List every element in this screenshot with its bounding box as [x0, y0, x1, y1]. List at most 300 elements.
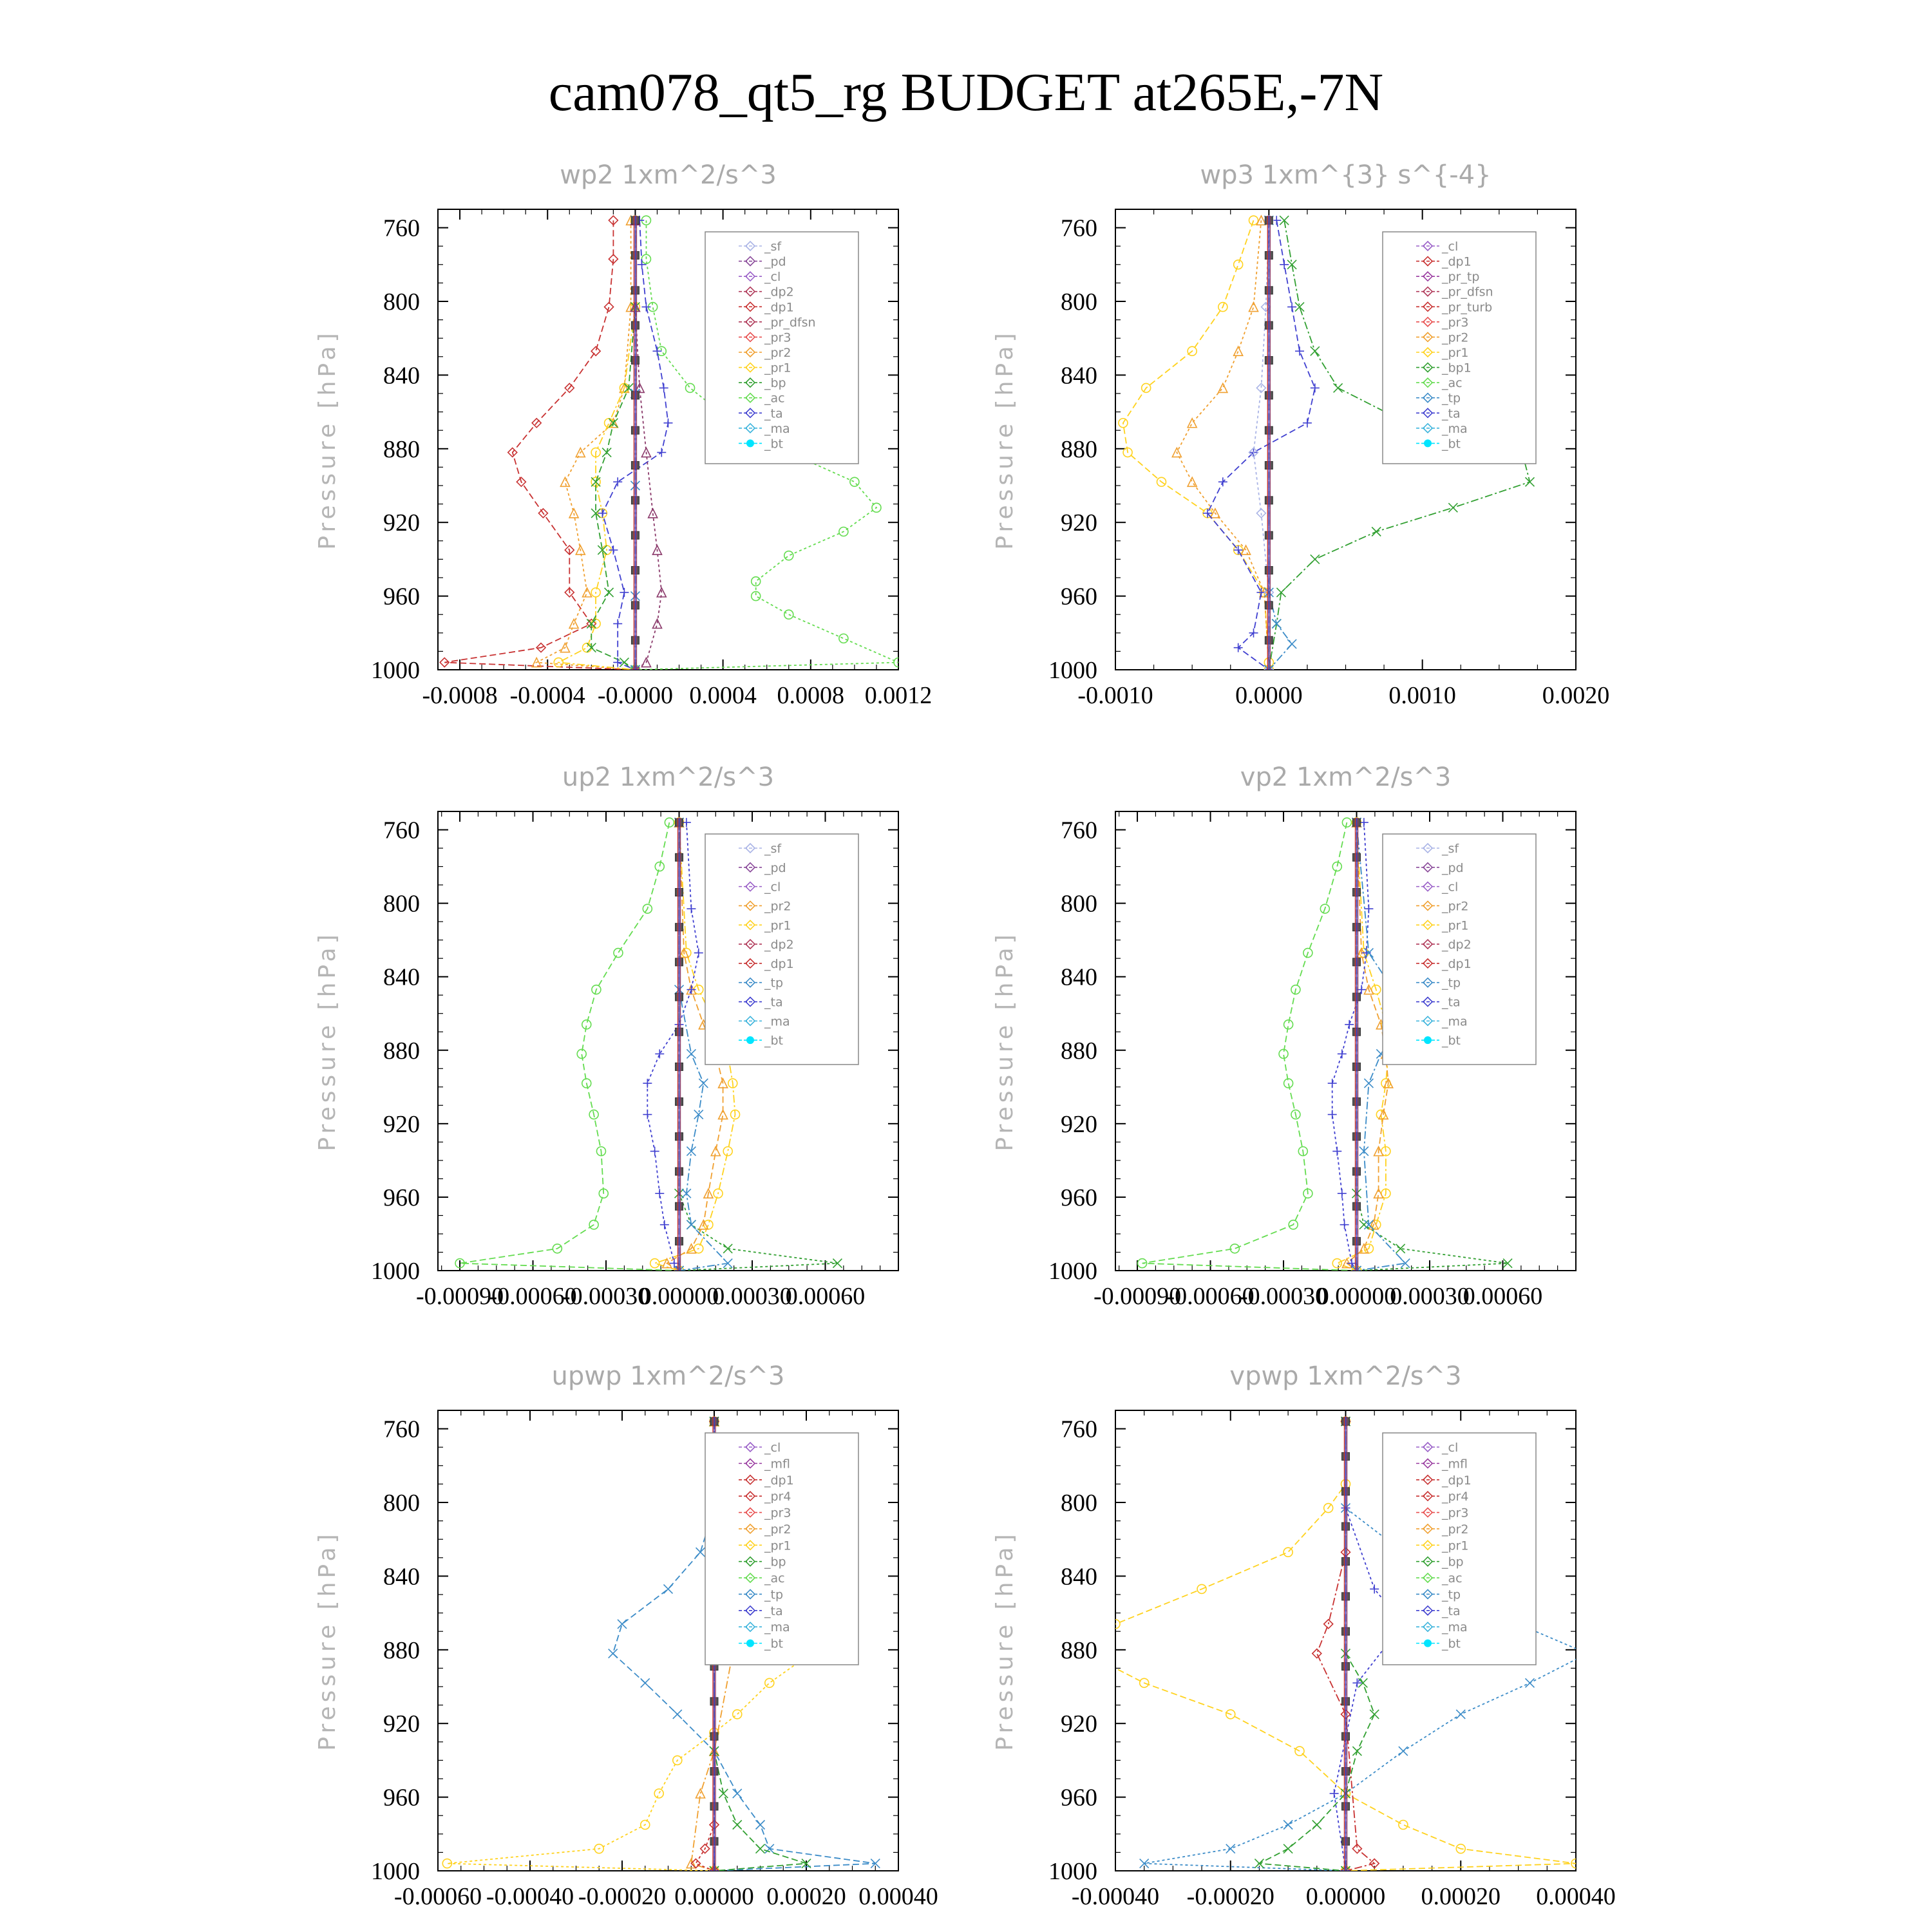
data-point [1188, 477, 1197, 486]
data-point [1280, 260, 1289, 269]
data-point [687, 904, 696, 913]
data-point [1364, 904, 1373, 913]
data-point [1311, 383, 1320, 392]
series-line [558, 220, 635, 670]
legend-marker [1424, 439, 1432, 447]
y-tick-label: 760 [1061, 214, 1097, 242]
series-line [647, 822, 699, 1271]
figure-title: cam078_qt5_rg BUDGET at265E,-7N [548, 62, 1384, 122]
data-point [1283, 1821, 1293, 1830]
legend-label: _ma [1442, 421, 1468, 436]
data-point [694, 949, 703, 958]
data-point [654, 1789, 663, 1798]
data-point [1345, 1020, 1354, 1029]
y-tick-label: 960 [383, 1184, 420, 1211]
data-point [605, 588, 614, 597]
y-tick-label: 960 [383, 1784, 420, 1812]
y-tick-label: 1000 [371, 1858, 420, 1885]
y-tick-label: 920 [1061, 509, 1097, 537]
series-line [1177, 220, 1269, 670]
y-tick-label: 920 [383, 1710, 420, 1738]
x-tick-label: -0.0008 [422, 682, 498, 709]
data-point [1583, 1649, 1592, 1658]
data-point [765, 1678, 774, 1687]
legend-label: _bp [764, 1555, 786, 1569]
x-tick-label: 0.00040 [1536, 1883, 1616, 1910]
legend-label: _sf [764, 240, 782, 254]
y-tick-label: 840 [1061, 1563, 1097, 1591]
series-line [536, 220, 635, 670]
series-line [460, 822, 679, 1271]
data-point [638, 260, 647, 269]
y-axis-label: Pressure [hPa] [992, 931, 1018, 1151]
series-line [444, 220, 635, 670]
y-axis-label: Pressure [hPa] [992, 1530, 1018, 1751]
y-tick-label: 960 [383, 583, 420, 611]
legend-label: _cl [1442, 1441, 1459, 1455]
data-point [1338, 1049, 1347, 1058]
legend-label: _ac [764, 1571, 785, 1586]
y-tick-label: 800 [1061, 1490, 1097, 1517]
x-tick-label: 0.0008 [777, 682, 845, 709]
data-point [1303, 419, 1312, 428]
legend-label: _cl [1442, 880, 1459, 895]
y-tick-label: 880 [383, 435, 420, 463]
data-point [614, 949, 623, 958]
data-point [560, 477, 569, 486]
legend-label: _ta [764, 1604, 783, 1618]
legend-label: _ta [1442, 406, 1461, 421]
data-point [652, 346, 661, 355]
data-point [687, 1049, 696, 1058]
y-axis-label: Pressure [hPa] [314, 931, 341, 1151]
y-tick-label: 1000 [1048, 1858, 1097, 1885]
data-point [659, 383, 668, 392]
y-tick-label: 920 [383, 509, 420, 537]
data-point [733, 1821, 742, 1830]
legend-label: _dp1 [1442, 1473, 1472, 1488]
data-point [643, 1110, 652, 1119]
data-point [609, 419, 618, 428]
y-tick-label: 880 [1061, 435, 1097, 463]
data-point [643, 1079, 652, 1088]
legend-label: _ma [764, 1014, 790, 1029]
series-dp1 [455, 818, 683, 1275]
data-point [1234, 643, 1243, 652]
data-point [664, 1584, 673, 1593]
data-point [1456, 1710, 1465, 1719]
legend [705, 1433, 858, 1665]
legend-label: _cl [764, 270, 781, 285]
data-point [687, 985, 696, 994]
legend-label: _dp2 [764, 285, 794, 299]
x-tick-label: -0.00030 [1239, 1283, 1328, 1310]
legend-label: _pr2 [1442, 899, 1469, 914]
y-tick-label: 880 [383, 1636, 420, 1664]
legend-label: _pr1 [764, 918, 791, 933]
panel-title: upwp 1xm^2/s^3 [551, 1361, 785, 1391]
y-tick-label: 760 [383, 1416, 420, 1443]
data-point [1332, 1259, 1341, 1268]
data-point [686, 383, 695, 392]
legend [705, 834, 858, 1065]
data-point [664, 419, 673, 428]
x-tick-label: -0.00060 [1166, 1283, 1255, 1310]
data-point [1234, 260, 1243, 269]
legend-label: _bt [764, 1636, 784, 1651]
y-tick-label: 800 [1061, 289, 1097, 316]
legend-marker [1424, 1640, 1432, 1647]
legend-label: _pr2 [764, 1522, 791, 1537]
legend-label: _dp1 [764, 1473, 794, 1488]
series-line [1123, 220, 1269, 670]
y-tick-label: 960 [1061, 583, 1097, 611]
legend-label: _ta [764, 406, 783, 421]
data-point [1332, 1147, 1341, 1156]
series-ta [1203, 216, 1320, 674]
series-ta [643, 818, 703, 1275]
x-tick-label: 0.00000 [1316, 1283, 1397, 1310]
legend-label: _ta [1442, 995, 1461, 1010]
legend [1383, 1433, 1536, 1665]
y-tick-label: 840 [383, 362, 420, 390]
data-point [1188, 419, 1197, 428]
data-point [602, 448, 611, 457]
data-point [1283, 1548, 1293, 1557]
legend-label: _pd [1442, 860, 1464, 875]
data-point [691, 1859, 700, 1868]
legend [705, 232, 858, 464]
data-point [1526, 477, 1535, 486]
legend-label: _bt [1442, 1636, 1461, 1651]
legend-label: _pr2 [1442, 330, 1469, 345]
legend-label: _sf [764, 842, 782, 856]
data-point [641, 1678, 650, 1687]
data-point [655, 1189, 664, 1198]
data-point [609, 1649, 618, 1658]
chart-panel [992, 762, 1576, 1310]
data-point [650, 1147, 659, 1156]
data-point [591, 346, 600, 355]
x-tick-label: -0.00060 [393, 1883, 482, 1910]
data-point [1328, 1079, 1337, 1088]
data-point [652, 620, 661, 629]
legend-label: _ma [764, 421, 790, 436]
data-point [618, 1620, 627, 1629]
x-tick-label: -0.00060 [489, 1283, 577, 1310]
panel-title: vp2 1xm^2/s^3 [1240, 762, 1452, 792]
legend-label: _tp [764, 976, 784, 990]
y-tick-label: 920 [1061, 1710, 1097, 1738]
legend-label: _cl [764, 880, 781, 895]
legend-label: _ta [1442, 1604, 1461, 1618]
series-dp1 [1138, 818, 1361, 1275]
data-point [733, 1710, 742, 1719]
legend-label: _ma [1442, 1620, 1468, 1635]
data-point [1364, 1079, 1373, 1088]
legend-label: _dp1 [1442, 254, 1472, 269]
chart-panel [314, 160, 932, 709]
legend-label: _pr3 [1442, 1506, 1469, 1520]
y-tick-label: 920 [383, 1110, 420, 1138]
data-point [1399, 1747, 1408, 1756]
legend-label: _pr_turb [1442, 300, 1493, 315]
x-tick-label: 0.00060 [1463, 1283, 1543, 1310]
panel-title: wp3 1xm^{3} s^{-4} [1200, 160, 1492, 190]
legend-label: _bt [764, 1034, 784, 1048]
data-point [1372, 527, 1381, 536]
y-tick-label: 880 [1061, 1037, 1097, 1065]
legend-label: _cl [764, 1441, 781, 1455]
chart-panel [314, 1361, 938, 1910]
x-tick-label: 0.00030 [712, 1283, 792, 1310]
series-pr2 [1119, 216, 1273, 674]
data-point [1283, 1844, 1293, 1853]
data-point [723, 1147, 732, 1156]
x-tick-label: -0.00020 [1186, 1883, 1274, 1910]
data-point [613, 620, 622, 629]
data-point [696, 1548, 705, 1557]
data-point [1312, 1649, 1321, 1658]
x-tick-label: -0.00030 [562, 1283, 650, 1310]
legend-label: _bt [764, 437, 784, 451]
legend-label: _ma [764, 1620, 790, 1635]
legend-label: _tp [1442, 976, 1461, 990]
data-point [1295, 346, 1304, 355]
legend-label: _pr4 [1442, 1490, 1469, 1504]
data-point [655, 1049, 664, 1058]
series-line [1208, 220, 1315, 670]
legend-label: _pr1 [1442, 918, 1469, 933]
legend-label: _pr3 [764, 1506, 791, 1520]
legend-label: _pr1 [764, 1539, 791, 1553]
legend-marker [746, 439, 754, 447]
x-tick-label: -0.00040 [1071, 1883, 1160, 1910]
x-tick-label: 0.0010 [1388, 682, 1456, 709]
x-tick-label: 0.00020 [766, 1883, 846, 1910]
legend-label: _pd [764, 254, 786, 269]
panel-title: vpwp 1xm^2/s^3 [1229, 1361, 1462, 1391]
legend-label: _bp [1442, 1555, 1464, 1569]
data-point [1352, 1747, 1361, 1756]
legend-marker [1424, 1036, 1432, 1044]
legend-label: _pr4 [764, 1490, 791, 1504]
legend-label: _ac [1442, 1571, 1463, 1586]
x-tick-label: -0.00040 [486, 1883, 574, 1910]
y-tick-label: 960 [1061, 1184, 1097, 1211]
legend-label: _dp1 [764, 956, 794, 971]
legend-label: _mfl [1442, 1457, 1468, 1472]
data-point [620, 588, 629, 597]
data-point [719, 1789, 728, 1798]
legend-label: _ac [764, 391, 785, 406]
y-tick-label: 760 [1061, 817, 1097, 844]
data-point [655, 862, 664, 871]
legend-label: _dp1 [764, 300, 794, 315]
y-tick-label: 840 [383, 963, 420, 991]
y-tick-label: 1000 [1048, 657, 1097, 684]
y-tick-label: 1000 [371, 1258, 420, 1285]
x-tick-label: -0.0010 [1077, 682, 1153, 709]
data-point [1359, 1220, 1368, 1229]
legend [1383, 834, 1536, 1065]
data-point [1334, 383, 1343, 392]
series-bp [1255, 1417, 1379, 1875]
legend-label: _pr3 [1442, 315, 1469, 330]
legend-label: _pr_dfsn [764, 315, 816, 330]
legend-label: _ac [1442, 376, 1463, 391]
chart-panel [992, 160, 1609, 709]
legend-label: _dp2 [764, 938, 794, 952]
x-tick-label: -0.0000 [597, 682, 674, 709]
data-point [583, 643, 592, 652]
y-axis-label: Pressure [hPa] [314, 1530, 341, 1751]
series-line [1259, 1421, 1374, 1871]
x-tick-label: 0.0000 [1235, 682, 1303, 709]
legend-label: _pr2 [764, 346, 791, 360]
x-tick-label: -0.00090 [415, 1283, 504, 1310]
x-tick-label: -0.00090 [1093, 1283, 1182, 1310]
legend-label: _mfl [764, 1457, 790, 1472]
series-dp1 [440, 216, 639, 674]
legend-marker [746, 1036, 754, 1044]
y-tick-label: 840 [1061, 963, 1097, 991]
y-tick-label: 1000 [1048, 1258, 1097, 1285]
legend-label: _ta [764, 995, 783, 1010]
data-point [756, 1844, 765, 1853]
data-point [650, 1259, 659, 1268]
y-tick-label: 840 [383, 1563, 420, 1591]
data-point [673, 1710, 682, 1719]
y-axis-label: Pressure [hPa] [314, 329, 341, 550]
legend-label: _tp [764, 1587, 784, 1602]
legend-label: _dp1 [1442, 956, 1472, 971]
y-tick-label: 880 [1061, 1636, 1097, 1664]
data-point [1340, 1220, 1349, 1229]
y-tick-label: 800 [1061, 890, 1097, 918]
legend-label: _sf [1442, 842, 1459, 856]
legend-label: _ma [1442, 1014, 1468, 1029]
x-tick-label: 0.00000 [639, 1283, 719, 1310]
y-tick-label: 880 [383, 1037, 420, 1065]
series-pr2 [554, 216, 639, 674]
data-point [1311, 554, 1320, 564]
data-point [657, 448, 666, 457]
data-point [1311, 346, 1320, 355]
legend-label: _tp [1442, 391, 1461, 406]
series-line [1337, 822, 1388, 1271]
legend-marker [746, 1640, 754, 1647]
y-tick-label: 800 [383, 289, 420, 316]
data-point [1226, 1844, 1235, 1853]
x-tick-label: -0.0004 [509, 682, 585, 709]
data-point [1312, 1821, 1321, 1830]
data-point [1218, 383, 1227, 392]
y-tick-label: 920 [1061, 1110, 1097, 1138]
data-point [756, 1821, 765, 1830]
x-tick-label: 0.00030 [1390, 1283, 1470, 1310]
data-point [1370, 1710, 1379, 1719]
data-point [1399, 1821, 1408, 1830]
legend-label: _bp [764, 376, 786, 391]
y-tick-label: 760 [383, 214, 420, 242]
legend-label: _pr2 [1442, 1522, 1469, 1537]
x-tick-label: 0.00060 [785, 1283, 866, 1310]
legend [1383, 232, 1536, 464]
x-tick-label: -0.00020 [578, 1883, 667, 1910]
series-ta [1328, 818, 1374, 1275]
data-point [613, 477, 622, 486]
data-point [1249, 216, 1258, 225]
legend-label: _bt [1442, 1034, 1461, 1048]
data-point [1287, 639, 1296, 649]
legend-label: _bt [1442, 437, 1461, 451]
y-tick-label: 840 [1061, 362, 1097, 390]
y-tick-label: 760 [1061, 1416, 1097, 1443]
panel-title: up2 1xm^2/s^3 [562, 762, 775, 792]
legend-label: _bp1 [1442, 361, 1472, 375]
x-tick-label: 0.00020 [1421, 1883, 1501, 1910]
y-tick-label: 1000 [371, 657, 420, 684]
series-line [1142, 822, 1357, 1271]
chart-panel [992, 1361, 1616, 1910]
data-point [1332, 862, 1341, 871]
x-tick-label: 0.0012 [864, 682, 933, 709]
data-point [1448, 503, 1457, 512]
chart-panel [314, 762, 898, 1310]
y-tick-label: 800 [383, 1490, 420, 1517]
x-tick-label: 0.00000 [1305, 1883, 1386, 1910]
legend-label: _pr_tp [1442, 270, 1480, 285]
data-point [850, 477, 859, 486]
legend-label: _pr_dfsn [1442, 285, 1493, 299]
data-point [1526, 1678, 1535, 1687]
data-point [1330, 1789, 1339, 1798]
y-axis-label: Pressure [hPa] [992, 329, 1018, 550]
data-point [1218, 477, 1227, 486]
x-tick-label: 0.00000 [674, 1883, 754, 1910]
x-tick-label: 0.00040 [858, 1883, 938, 1910]
data-point [723, 1244, 732, 1253]
data-point [733, 1789, 742, 1798]
legend-label: _pr1 [1442, 1539, 1469, 1553]
y-tick-label: 960 [1061, 1784, 1097, 1812]
legend-label: _pd [764, 860, 786, 875]
data-point [1287, 303, 1296, 312]
data-point [660, 1220, 669, 1229]
legend-label: _pr1 [1442, 346, 1469, 360]
y-tick-label: 800 [383, 890, 420, 918]
legend-label: _dp2 [1442, 938, 1472, 952]
data-point [1328, 1110, 1337, 1119]
data-point [1338, 1189, 1347, 1198]
series-line [1332, 822, 1369, 1271]
legend-label: _tp [1442, 1587, 1461, 1602]
x-tick-label: 0.0020 [1542, 682, 1610, 709]
x-tick-label: 0.0004 [689, 682, 757, 709]
series-line [591, 220, 635, 670]
legend-label: _pr1 [764, 361, 791, 375]
legend-label: _pr3 [764, 330, 791, 345]
legend-label: _pr2 [764, 899, 791, 914]
series-pr3 [532, 216, 639, 674]
panel-title: wp2 1xm^2/s^3 [560, 160, 777, 190]
data-point [784, 551, 793, 560]
data-point [839, 634, 848, 643]
y-tick-label: 760 [383, 817, 420, 844]
legend-label: _cl [1442, 240, 1459, 254]
data-point [1234, 346, 1243, 355]
